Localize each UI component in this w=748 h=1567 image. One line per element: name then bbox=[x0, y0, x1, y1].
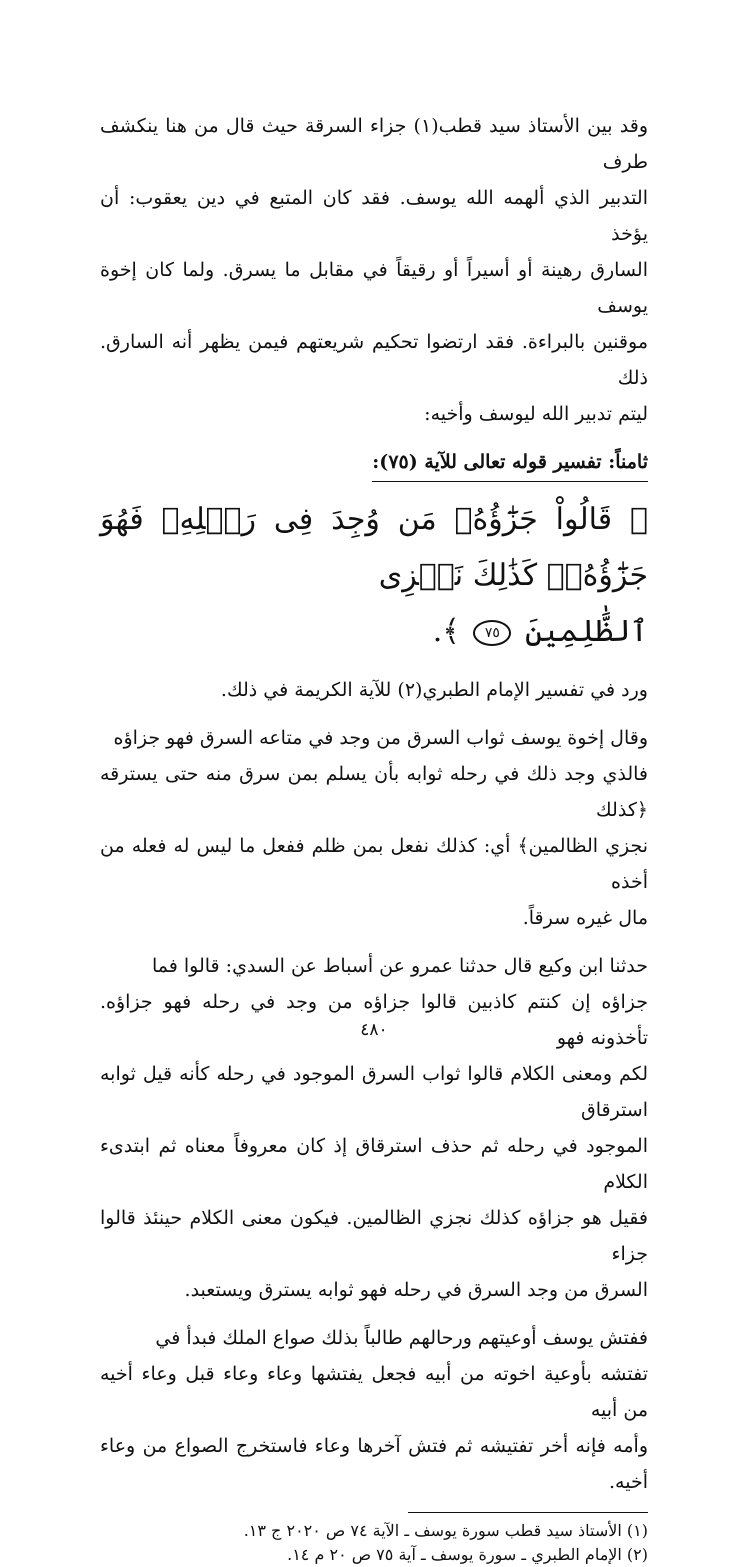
text-line: موقنين بالبراءة. فقد ارتضوا تحكيم شريعتهم فيمن يظهر أنه السارق. ذلك bbox=[100, 331, 648, 389]
page-number: ٤٨٠ bbox=[360, 1020, 388, 1040]
footnote-divider bbox=[408, 1512, 648, 1513]
text-line: حدثنا ابن وكيع قال حدثنا عمرو عن أسباط عن السدي: قالوا فما bbox=[151, 955, 648, 977]
text-line: ليتم تدبير الله ليوسف وأخيه: bbox=[424, 403, 648, 425]
text-line: تفتشه بأوعية اخوته من أبيه فجعل يفتشها وعاء وعاء قبل وعاء أخيه من أبيه bbox=[100, 1363, 648, 1421]
quran-line-1: ﴿ قَالُواْ جَزَٰٓؤُهُۥ مَن وُجِدَ فِى رَحۡلِهِۦ فَهُوَ جَزَٰٓؤُهُۥۚ كَذَٰلِكَ نَجۡزِى bbox=[100, 502, 648, 593]
footnote-1: (١) الأستاذ سيد قطب سورة يوسف ـ الآية ٧٤ ص ٢٠٢٠ ج ١٣. bbox=[243, 1521, 648, 1540]
text-line: الموجود في رحله ثم حذف استرقاق إذ كان معروفاً معناه ثم ابتدىء الكلام bbox=[100, 1135, 648, 1193]
paragraph-4 bbox=[100, 1320, 648, 1500]
paragraph-2 bbox=[100, 720, 648, 936]
text-line: التدبير الذي ألهمه الله يوسف. فقد كان المتبع في دين يعقوب: أن يؤخذ bbox=[100, 187, 648, 245]
paragraph-1 bbox=[100, 672, 648, 708]
footnotes bbox=[100, 1519, 648, 1567]
footnote-2: (٢) الإمام الطبري ـ سورة يوسف ـ آية ٧٥ ص ٢٠ م ١٤. bbox=[287, 1545, 648, 1564]
text-line: السرق من وجد السرق في رحله فهو ثوابه يسترق ويستعبد. bbox=[184, 1279, 648, 1301]
text-line: جزاؤه إن كنتم كاذبين قالوا جزاؤه من وجد في رحله فهو جزاؤه. تأخذونه فهو bbox=[100, 991, 648, 1049]
text-line: نجزي الظالمين﴾ أي: كذلك نفعل بمن ظلم ففعل ما ليس له فعله من أخذه bbox=[100, 835, 648, 893]
ayah-number-mark: ٧٥ bbox=[473, 620, 511, 646]
text-line: مال غيره سرقاً. bbox=[522, 907, 648, 929]
text-line: لكم ومعنى الكلام قالوا ثواب السرق الموجود في رحله كأنه قيل ثوابه استرقاق bbox=[100, 1063, 648, 1121]
text-line: فقيل هو جزاؤه كذلك نجزي الظالمين. فيكون معنى الكلام حينئذ قالوا جزاء bbox=[100, 1207, 648, 1265]
text-line: وقال إخوة يوسف ثواب السرق من وجد في متاعه السرق فهو جزاؤه bbox=[113, 727, 648, 749]
paragraph-3 bbox=[100, 948, 648, 1308]
text-line: وقد بين الأستاذ سيد قطب(١) جزاء السرقة حيث قال من هنا ينكشف طرف bbox=[100, 115, 648, 173]
quran-line-2: ٱلظَّٰلِمِينَ bbox=[524, 614, 648, 649]
quran-line-2-wrap bbox=[100, 604, 648, 660]
text-line: السارق رهينة أو أسيراً أو رقيقاً في مقابل ما يسرق. ولما كان إخوة يوسف bbox=[100, 259, 648, 317]
text-line: ففتش يوسف أوعيتهم ورحالهم طالباً بذلك صواع الملك فبدأ في bbox=[155, 1327, 648, 1349]
quran-close-bracket: ﴾. bbox=[432, 614, 460, 649]
quran-verse bbox=[100, 492, 648, 660]
text-line: وأمه فإنه أخر تفتيشه ثم فتش آخرها وعاء فاستخرج الصواع من وعاء أخيه. bbox=[100, 1435, 648, 1493]
text-line: فالذي وجد ذلك في رحله ثوابه بأن يسلم بمن سرق منه حتى يسترقه ﴿كذلك bbox=[100, 763, 648, 821]
section-heading: ثامناً: تفسير قوله تعالى للآية (٧٥): bbox=[372, 444, 648, 482]
text-line: ورد في تفسير الإمام الطبري(٢) للآية الكريمة في ذلك. bbox=[220, 679, 648, 701]
section-heading-wrap bbox=[100, 444, 648, 482]
intro-paragraph bbox=[100, 108, 648, 432]
